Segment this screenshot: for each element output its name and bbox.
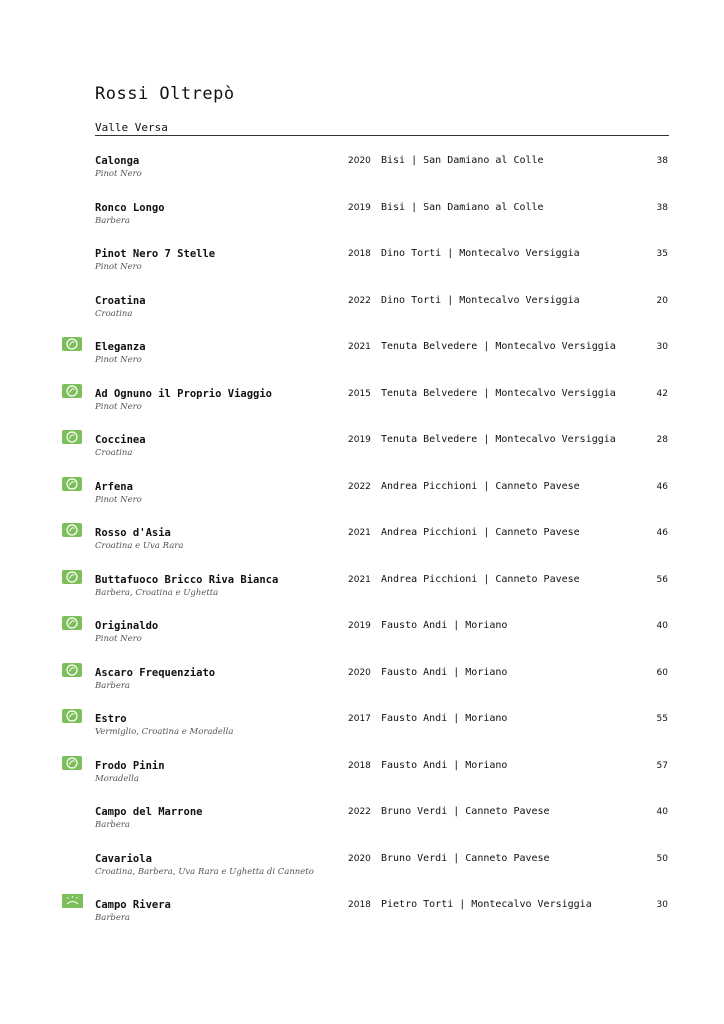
wine-vintage: 2018 (348, 249, 371, 259)
eu-organic-leaf-icon (62, 894, 83, 908)
wine-grape: Pinot Nero (95, 355, 142, 365)
wine-row (0, 853, 724, 893)
wine-producer: Dino Torti | Montecalvo Versiggia (381, 248, 580, 259)
wine-price: 30 (656, 900, 668, 910)
natural-wine-icon (62, 477, 82, 491)
wine-producer: Pietro Torti | Montecalvo Versiggia (381, 899, 592, 910)
wine-producer: Tenuta Belvedere | Montecalvo Versiggia (381, 341, 616, 352)
wine-grape: Moradella (95, 773, 139, 784)
wine-price: 38 (656, 156, 668, 166)
wine-row (0, 527, 724, 567)
wine-name: Calonga (95, 155, 140, 167)
wine-name: Frodo Pinin (95, 759, 165, 772)
wine-grape: Croatina e Uva Rara (95, 541, 184, 551)
wine-price: 46 (656, 481, 668, 492)
wine-producer: Tenuta Belvedere | Montecalvo Versiggia (381, 434, 616, 445)
wine-producer: Andrea Picchioni | Canneto Pavese (381, 573, 580, 585)
wine-name: Ad Ognuno il Proprio Viaggio (95, 387, 273, 400)
wine-producer: Bisi | San Damiano al Colle (381, 201, 544, 213)
wine-name: Pinot Nero 7 Stelle (95, 248, 216, 260)
natural-wine-icon (62, 384, 82, 398)
wine-row (0, 760, 724, 800)
wine-row (0, 248, 724, 288)
wine-price: 46 (656, 528, 668, 538)
wine-price: 30 (656, 342, 668, 352)
wine-row (0, 434, 724, 474)
wine-producer: Bruno Verdi | Canneto Pavese (381, 806, 550, 817)
wine-vintage: 2021 (348, 528, 371, 538)
wine-vintage: 2018 (348, 900, 371, 910)
wine-grape: Pinot Nero (95, 401, 142, 412)
wine-row (0, 667, 724, 707)
wine-row (0, 295, 724, 335)
wine-name: Coccinea (95, 434, 146, 446)
wine-price: 40 (656, 621, 668, 631)
wine-name: Arfena (95, 480, 133, 493)
wine-name: Rosso d'Asia (95, 527, 171, 539)
natural-wine-icon (62, 709, 82, 723)
wine-producer: Andrea Picchioni | Canneto Pavese (381, 480, 580, 492)
wine-grape: Croatina, Barbera, Uva Rara e Ughetta di Canneto (95, 866, 314, 877)
wine-vintage: 2017 (348, 714, 371, 724)
wine-row (0, 481, 724, 521)
wine-row (0, 620, 724, 660)
wine-grape: Barbera (95, 680, 130, 691)
wine-price: 50 (656, 853, 668, 864)
wine-grape: Pinot Nero (95, 169, 142, 179)
wine-grape: Vermiglio, Croatina e Moradella (95, 727, 234, 737)
natural-wine-icon (62, 430, 82, 444)
wine-name: Campo Rivera (95, 899, 171, 911)
wine-price: 55 (656, 714, 668, 724)
wine-grape: Croatina (95, 308, 133, 319)
wine-name: Croatina (95, 294, 146, 307)
wine-grape: Barbera, Croatina e Ughetta (95, 587, 219, 598)
wine-producer: Bisi | San Damiano al Colle (381, 155, 544, 166)
wine-producer: Fausto Andi | Moriano (381, 759, 508, 771)
wine-name: Ronco Longo (95, 201, 165, 214)
wine-vintage: 2021 (348, 342, 371, 352)
wine-vintage: 2021 (348, 574, 371, 585)
wine-vintage: 2019 (348, 202, 371, 213)
wine-price: 42 (656, 388, 668, 399)
wine-row (0, 713, 724, 753)
wine-price: 28 (656, 435, 668, 445)
wine-row (0, 806, 724, 846)
wine-price: 60 (656, 667, 668, 678)
wine-row (0, 202, 724, 242)
wine-name: Originaldo (95, 620, 159, 632)
wine-row (0, 574, 724, 614)
wine-vintage: 2015 (348, 388, 371, 399)
wine-price: 57 (656, 760, 668, 771)
natural-wine-icon (62, 570, 82, 584)
wine-row (0, 388, 724, 428)
wine-grape: Barbera (95, 820, 130, 830)
wine-name: Estro (95, 713, 127, 725)
wine-name: Eleganza (95, 341, 146, 353)
wine-producer: Tenuta Belvedere | Montecalvo Versiggia (381, 387, 616, 399)
wine-price: 56 (656, 574, 668, 585)
wine-producer: Bruno Verdi | Canneto Pavese (381, 852, 550, 864)
wine-vintage: 2022 (348, 807, 371, 817)
wine-producer: Fausto Andi | Moriano (381, 713, 508, 724)
wine-grape: Croatina (95, 448, 133, 458)
wine-row (0, 341, 724, 381)
natural-wine-icon (62, 523, 82, 537)
wine-producer: Andrea Picchioni | Canneto Pavese (381, 527, 580, 538)
wine-price: 35 (656, 249, 668, 259)
wine-vintage: 2019 (348, 621, 371, 631)
wine-price: 38 (656, 202, 668, 213)
wine-producer: Fausto Andi | Moriano (381, 620, 508, 631)
natural-wine-icon (62, 337, 82, 351)
wine-grape: Pinot Nero (95, 634, 142, 644)
natural-wine-icon (62, 663, 82, 677)
wine-grape: Pinot Nero (95, 494, 142, 505)
wine-name: Ascaro Frequenziato (95, 666, 216, 679)
wine-vintage: 2018 (348, 760, 371, 771)
wine-vintage: 2019 (348, 435, 371, 445)
wine-vintage: 2020 (348, 667, 371, 678)
section-heading: Valle Versa (95, 121, 168, 134)
wine-vintage: 2022 (348, 295, 371, 306)
wine-row (0, 899, 724, 939)
wine-producer: Fausto Andi | Moriano (381, 666, 508, 678)
wine-grape: Barbera (95, 215, 130, 226)
wine-vintage: 2020 (348, 156, 371, 166)
wine-vintage: 2022 (348, 481, 371, 492)
wine-name: Campo del Marrone (95, 806, 203, 818)
page-title: Rossi Oltrepò (95, 84, 235, 104)
wine-grape: Barbera (95, 913, 130, 923)
wine-grape: Pinot Nero (95, 262, 142, 272)
section-divider (95, 135, 669, 136)
wine-producer: Dino Torti | Montecalvo Versiggia (381, 294, 580, 306)
wine-row (0, 155, 724, 195)
wine-price: 20 (656, 295, 668, 306)
wine-vintage: 2020 (348, 853, 371, 864)
wine-name: Cavariola (95, 852, 152, 865)
natural-wine-icon (62, 756, 82, 770)
natural-wine-icon (62, 616, 82, 630)
wine-price: 40 (656, 807, 668, 817)
wine-name: Buttafuoco Bricco Riva Bianca (95, 573, 279, 586)
